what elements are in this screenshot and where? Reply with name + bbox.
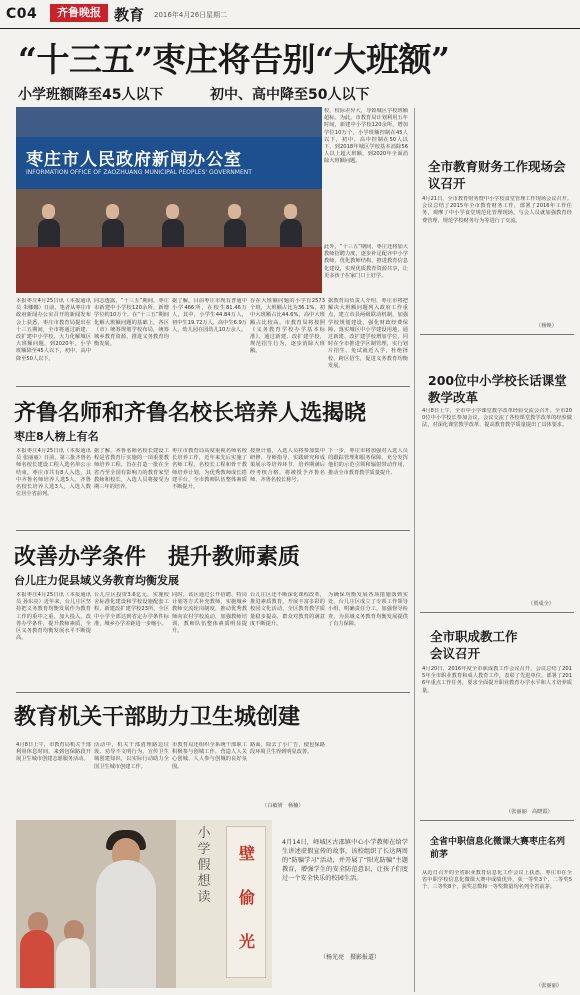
article-4-body-col: 市教育局还组织全系统干部职工积极参与创城工作，营造人人关心创城、人人参与创城的良好氛围。 — [172, 742, 247, 770]
speaker-figure — [228, 204, 241, 219]
press-conference-photo — [16, 107, 322, 293]
brand-logo: 齐鲁晚报 — [50, 4, 108, 22]
sidebar-divider — [420, 820, 574, 821]
sidebar-item-3-byline: （张丽丽 高晓霞） — [506, 809, 553, 815]
article-2-body-col: 下一步，枣庄市将加强对入选人员的跟踪管理和服务保障，充分发挥他们的示范引领和辐射带动作用，推动全市教育教学质量提升。 — [328, 448, 408, 476]
article-3-headline: 改善办学条件 提升教师素质 — [14, 544, 301, 570]
photo-byline: （杨光亮 摄影报道） — [320, 954, 381, 961]
lead-body-col: 校，校际差异大，导致城区学校班额超标。为此，市教育局计划利用五年时间，新建中小学校120余所，增加学位10万个，小学班额控制在45人以下，初中、高中控制在50人以下，到2018年城区学校基本消除56人以上超大班额，到2020年全面消除大班额问题。 — [324, 108, 408, 165]
speaker-figure — [106, 204, 119, 219]
page-header — [0, 0, 580, 29]
sidebar-item-1-body: 4月21日，全市教育财务暨中小学校食堂管理工作现场会议召开。会议总结了2015年全市教育财务工作，部署了2016年工作任务，观摩了中小学食堂规范化管理现场，与会人员就加强教育经费管理、规范学校财务行为等进行了交流。 — [422, 196, 572, 224]
lead-body-col: 本报枣庄4月25日讯（本报通讯员 朱娜娜）日前，笔者从枣庄市政府新闻办公室召开的新闻发布会上获悉，枣庄市教育局提出在十三五期间，全市将通过新建、改扩建中小学校，大力化解城区大班额问题，到2020年，小学班额降至45人以下，初中、高中降至50人以下。 — [16, 298, 91, 362]
issue-weekday: 星期二 — [206, 11, 227, 19]
speaker-figure — [166, 204, 179, 219]
wall-board — [226, 826, 266, 978]
section-name: 教育 — [114, 6, 145, 24]
sidebar-divider — [420, 612, 574, 613]
sidebar-item-3-body: 4月20日，2016年度全市职成教工作会议召开，会议总结了2015年全市职业教育和成人教育工作，表彰了先进单位，部署了2016年重点工作任务，要求全面提升职业教育办学水平和人才培养质量。 — [422, 666, 572, 694]
lead-body-col: 同志透露，“十三五”期间，枣庄市新建中小学校120余所，新增学位约10万个。在“十三五”期间化解大班额问题的基础上，各区（市）统筹规划学校布局，统筹城乡教育资源，推进义务教育均衡发展。 — [94, 298, 169, 348]
wall-lettering: 小 学 假 想 读 — [197, 826, 211, 905]
photo-banner-en: INFORMATION OFFICE OF ZAOZHUANG MUNICIPAL PEOPLES' GOVERNMENT — [26, 169, 252, 176]
lead-subtitle-primary: 小学班额降至45人以下 — [18, 87, 164, 103]
section-divider — [16, 386, 410, 387]
article-4-body-col: 路面，除去了小广告，使包保路段环境卫生得到明显改善。 — [250, 742, 325, 756]
sidebar-item-1-title: 全市教育财务工作现场会议召开 — [428, 159, 566, 191]
photo-banner-zh: 枣庄市人民政府新闻办公室 — [26, 150, 242, 170]
sidebar-item-2-byline: （贾成全） — [528, 601, 554, 607]
speaker-figure — [284, 204, 297, 219]
article-4-headline: 教育机关干部助力卫生城创建 — [14, 704, 301, 730]
student-figure — [56, 938, 90, 988]
article-2-subtitle: 枣庄8人榜上有名 — [14, 430, 99, 443]
article-4-body-col: 4月8日上午，市教育局机关干部利用休息时间，来到包保路段开展卫生城市创建志愿服务活动。 — [16, 742, 91, 763]
lead-headline: “十三五”枣庄将告别“大班额” — [18, 40, 450, 79]
sidebar-item-3-title: 全市职成教工作会议召开 — [430, 629, 518, 661]
sidebar-item-2-body: 4月8日上午，全市中小学课堂教学改革经验交流会召开，全市200位中小学校长参加会议。会议交流了各校课堂教学改革的经验做法，对深化课堂教学改革、提高教育教学质量提出了具体要求。 — [422, 408, 572, 429]
lead-subtitle-secondary: 初中、高中降至50人以下 — [210, 87, 370, 103]
sidebar-item-1-byline: （杨焕） — [536, 323, 557, 329]
page-number: C04 — [6, 6, 38, 22]
lead-body-col: 存在大班额问题的小学有2573个班，大班额占比为36.1%，初中大班额占比44.6%，高中大班额占比较高。市教育局将按照《义务教育学校办学基本标准》，通过新建、改扩建学校，规范招生行为，逐步消除大班额。 — [250, 298, 325, 355]
article-2-body-col: 据了解，齐鲁名师名校长建设工程是省教育厅实施的一项重要教师培养工程，旨在打造一批在全省乃至全国有影响力的教育家型教师和校长，入选人员将接受为期三年的培养。 — [94, 448, 169, 491]
sidebar-item-2-title: 200位中小学校长话课堂教学改革 — [428, 373, 567, 405]
issue-date: 2016年4月26日 — [154, 11, 207, 19]
photo-backdrop — [16, 107, 322, 137]
article-3-body-col: 本报枣庄4月25日讯（本报通讯员 孙东亮）近年来，台儿庄区坚持把义务教育均衡发展作为教育工作的重中之重，加大投入，改善办学条件，提升教师素质，全区义务教育均衡发展水平不断提高。 — [16, 592, 91, 642]
article-2-body-col: 按照计划，入选人员将参加集中研修、导师指导、实践研究和成果展示等培养环节，培养期满后经考核合格，将被授予齐鲁名师、齐鲁名校长称号。 — [250, 448, 325, 483]
sidebar-divider — [414, 108, 415, 992]
article-4-byline: （白敏妍 杨楠） — [262, 803, 304, 809]
article-2-headline: 齐鲁名师和齐鲁名校长培养人选揭晓 — [14, 400, 367, 426]
board-character: 光 — [238, 932, 255, 951]
student-figure — [20, 930, 54, 988]
board-character: 壁 — [238, 844, 255, 863]
article-4-body-col: 活动中，机关干部清理路边垃圾、劝导不文明行为、宣传卫生城创建知识，以实际行动助力全国卫生城市创建工作。 — [94, 742, 169, 770]
lead-body-col: 据了解，目前枣庄市现有普通中小学466所，在校生81.46万人，其中，小学生44.84万人，初中生19.72万人，高中生6.9万人，幼儿园在园幼儿10万余人。 — [172, 298, 247, 333]
lead-body-col: 据教育局负责人介绍，枣庄市将把解决大班额问题列入政府工作重点，建立市县两级联动机制，加强学校规划建设，强化财政经费保障，落实城区中小学建设用地，通过新建、改扩建学校增加学位，同时在全市推进学区制管理，实行划片招生、免试就近入学，杜绝择校、跨区招生，促进义务教育均衡发展。 — [328, 298, 408, 369]
article-3-body-col: 台儿庄区还不断深化课程改革，推进素质教育，开展丰富多彩的校园文化活动，全区教育教学质量稳步提高，群众对教育的满意度不断提升。 — [250, 592, 325, 627]
article-3-body-col: 台儿庄区投资3.6亿元，实施校舍标准化建设和学校设施配套工程，新建改扩建学校23所，全区中小学全部达到省定办学条件标准，城乡办学差距进一步缩小。 — [94, 592, 169, 627]
article-3-body-col: 同时，该区通过公开招聘、特岗计划等方式补充教师，实施城乡教师交流轮岗制度，推动优秀教师向农村学校流动，加强教师培训，教师队伍整体素质明显提升。 — [172, 592, 247, 635]
section-divider — [16, 692, 410, 693]
classroom-photo — [16, 820, 272, 988]
article-3-body-col: 为确保均衡发展各项措施落到实处，台儿庄区成立了专项工作领导小组，明确责任分工，加强督导检查，为县域义务教育均衡发展提供了有力保障。 — [328, 592, 408, 627]
lead-body-col: 此外，“十三五”期间，枣庄还将加大教师招聘力度，逐步补足配齐中小学教师，优化教师结构，推进教育信息化建设，实现优质教育资源共享，让更多孩子在家门口上好学。 — [324, 244, 408, 279]
speaker-figure — [42, 204, 55, 219]
sidebar-item-4-body: 从近日召开的全省职业教育信息化工作会议上获悉，枣庄市在全省中职学校信息化微课大赛中成绩优异，获一等奖3个、二等奖5个、三等奖8个，获奖总数和一等奖数量均名列全省前茅。 — [422, 870, 572, 891]
article-3-subtitle: 台儿庄力促县域义务教育均衡发展 — [14, 574, 179, 587]
article-2-body-col: 枣庄市教育局高度重视名师名校长培养工作，近年来先后实施了名师工程、名校长工程和骨干教师培养计划，为优秀教师成长搭建平台，全市教师队伍整体素质不断提升。 — [172, 448, 247, 491]
board-character: 偷 — [238, 888, 255, 907]
sidebar-divider — [420, 334, 574, 335]
section-divider — [16, 530, 410, 531]
teacher-figure — [96, 860, 156, 988]
conference-table — [16, 247, 322, 293]
article-2-body-col: 本报枣庄4月25日讯（本报通讯员 张丽丽）日前，第三批齐鲁名师名校长建设工程人选名单公示结束，枣庄市共有8人入选，其中齐鲁名师培养人选5人，齐鲁名校长培养人选3人，入选人数位居全省前列。 — [16, 448, 91, 498]
sidebar-item-4-title: 全省中职信息化微课大赛枣庄名列前茅 — [430, 837, 566, 860]
photo-caption: 4月14日，峄城区古邵镇中心小学教师在给学生讲述虚假宣传的故事，该校组织了长达两周的“防骗学习”活动，并开展了“阳光防骗”主题教育，增强学生的安全防范意识，让孩子们度过一个安全快乐的校园生活。 — [282, 839, 408, 882]
sidebar-item-4-byline: （张丽丽） — [536, 983, 562, 989]
